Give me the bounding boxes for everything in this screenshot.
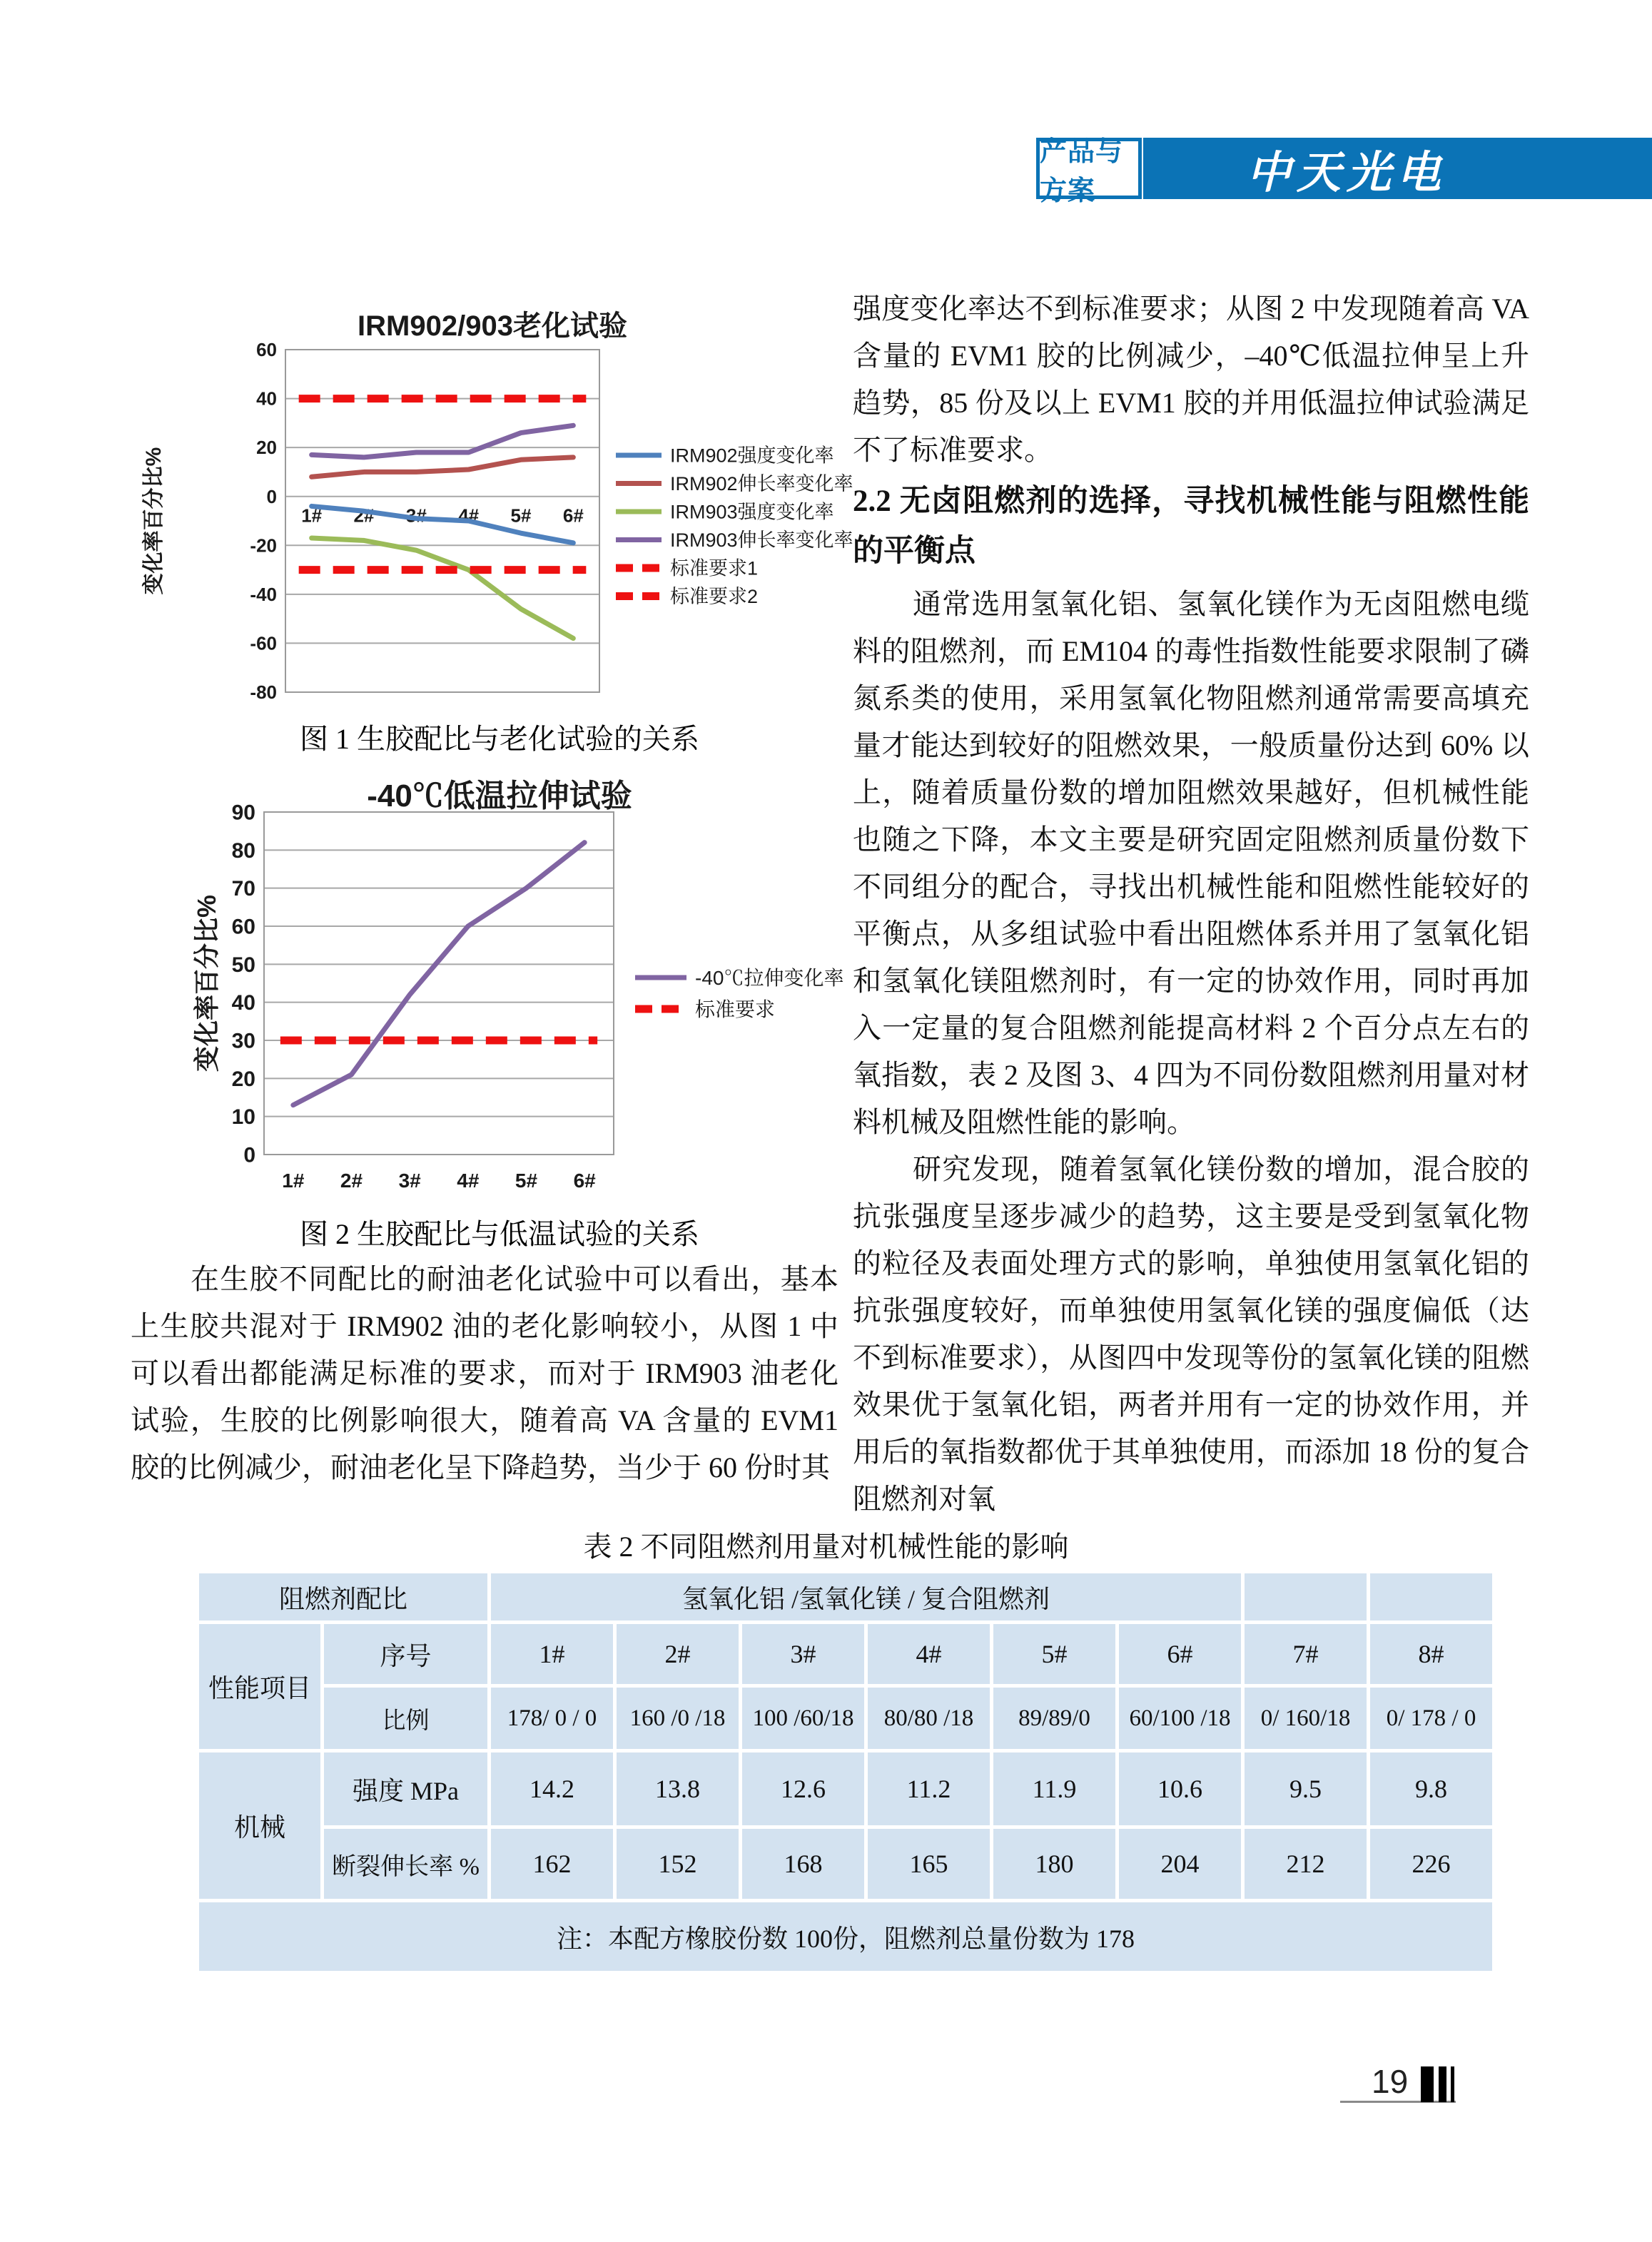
legend-label: IRM902强度变化率 <box>670 445 834 467</box>
table-row-ratio <box>199 1688 1492 1749</box>
x-tick-label: 3# <box>398 1170 421 1192</box>
series-line <box>293 843 584 1105</box>
y-tick-label: 40 <box>231 991 255 1015</box>
x-tick-label: 4# <box>458 504 480 527</box>
y-tick-label: 50 <box>231 953 255 977</box>
elongation-cell: 162 <box>491 1829 613 1899</box>
elongation-cell: 168 <box>742 1829 864 1899</box>
elongation-cell: 152 <box>617 1829 739 1899</box>
elongation-cell: 180 <box>993 1829 1115 1899</box>
right-column <box>853 285 1529 1523</box>
page-number: 19 <box>1372 2063 1409 2100</box>
chart-title: -40℃低温拉伸试验 <box>367 778 632 813</box>
table-row-elongation <box>199 1829 1492 1899</box>
section-heading-2-2: 2.2 无卤阻燃剂的选择，寻找机械性能与阻燃性能的平衡点 <box>853 485 1529 568</box>
seq-cell: 8# <box>1370 1624 1492 1684</box>
table-row-strength <box>199 1752 1492 1825</box>
brand-bar <box>1143 138 1652 199</box>
y-tick-label: 40 <box>256 387 277 410</box>
y-tick-label: 10 <box>231 1105 255 1130</box>
y-axis-title: 变化率百分比% <box>142 447 166 595</box>
footer-bar-thick <box>1421 2066 1434 2102</box>
elongation-label: 断裂伸长率 % <box>324 1829 487 1899</box>
legend-label: 标准要求 <box>695 998 776 1020</box>
x-tick-label: 5# <box>510 504 532 527</box>
legend-label: IRM903伸长率变化率 <box>670 529 853 551</box>
seq-cell: 4# <box>868 1624 990 1684</box>
x-tick-label: 6# <box>573 1170 596 1192</box>
table-row-note <box>199 1902 1492 1971</box>
table-row-seq <box>199 1624 1492 1684</box>
series-line <box>312 425 574 457</box>
y-tick-label: -40 <box>250 583 277 605</box>
y-tick-label: 90 <box>231 801 255 825</box>
elongation-cell: 226 <box>1370 1829 1492 1899</box>
figure1-aging-chart <box>139 300 860 714</box>
y-tick-label: 0 <box>266 485 277 507</box>
x-tick-label: 5# <box>515 1170 538 1192</box>
x-tick-label: 3# <box>405 504 427 527</box>
strength-label: 强度 MPa <box>324 1752 487 1825</box>
table-note: 注：本配方橡胶份数 100份，阻燃剂总量份数为 178 <box>199 1902 1492 1971</box>
mechanical-label: 机械 <box>199 1752 320 1899</box>
y-tick-label: 0 <box>243 1143 255 1167</box>
strength-cell: 14.2 <box>491 1752 613 1825</box>
seq-cell: 3# <box>742 1624 864 1684</box>
y-tick-label: 20 <box>256 437 277 459</box>
legend-label: IRM902伸长率变化率 <box>670 472 853 494</box>
elongation-cell: 212 <box>1245 1829 1367 1899</box>
figure2-caption: 图 2 生胶配比与低温试验的关系 <box>300 1218 699 1250</box>
seq-cell: 7# <box>1245 1624 1367 1684</box>
strength-cell: 11.9 <box>993 1752 1115 1825</box>
table-row-flame-group <box>199 1573 1492 1620</box>
legend-label: 标准要求1 <box>670 557 759 579</box>
ratio-cell: 60/100 /18 <box>1119 1688 1241 1749</box>
ratio-cell: 89/89/0 <box>993 1688 1115 1749</box>
series-line <box>312 457 574 477</box>
x-tick-label: 2# <box>340 1170 363 1192</box>
elongation-cell: 165 <box>868 1829 990 1899</box>
y-tick-label: 30 <box>231 1029 255 1053</box>
seq-cell: 1# <box>491 1624 613 1684</box>
seq-label: 序号 <box>324 1624 487 1684</box>
series-line <box>312 538 574 639</box>
strength-cell: 10.6 <box>1119 1752 1241 1825</box>
y-tick-label: 70 <box>231 877 255 901</box>
figure2-lowtemp-chart <box>193 769 878 1208</box>
right-paragraph-2: 通常选用氢氧化铝、氢氧化镁作为无卤阻燃电缆料的阻燃剂，而 EM104 的毒性指数性能要求限制了磷氮系类的使用，采用氢氧化物阻燃剂通常需要高填充量才能达到较好的阻燃效果，一般质量份达到 60% 以上，随着质量份数的增加阻燃效果越好，但机械性能也随之下降，本文主要是研究固定阻燃剂质量份数下不同组分的配合，寻找出机械性能和阻燃性能较好的平衡点，从多组试验中看出阻燃体系并用了氢氧化铝和氢氧化镁阻燃剂时，有一定的协效作用，同时再加入一定量的复合阻燃剂能提高材料 2 个百分点左右的氧指数，表 2 及图 3、4 四为不同份数阻燃剂用量对材料机械及阻燃性能的影响。 <box>853 588 1529 1138</box>
x-tick-label: 4# <box>457 1170 480 1192</box>
ratio-cell: 178/ 0 / 0 <box>491 1688 613 1749</box>
legend-label: IRM903强度变化率 <box>670 501 834 523</box>
x-tick-label: 2# <box>353 504 375 527</box>
elongation-cell: 204 <box>1119 1829 1241 1899</box>
ratio-label: 比例 <box>324 1688 487 1749</box>
ratio-cell: 80/80 /18 <box>868 1688 990 1749</box>
seq-cell: 2# <box>617 1624 739 1684</box>
x-tick-label: 6# <box>562 504 584 527</box>
ratio-cell: 0/ 178 / 0 <box>1370 1688 1492 1749</box>
legend-label: 标准要求2 <box>670 585 759 607</box>
legend-label: -40℃拉伸变化率 <box>695 966 844 989</box>
x-tick-label: 1# <box>282 1170 305 1192</box>
strength-cell: 13.8 <box>617 1752 739 1825</box>
empty-cell <box>1370 1573 1492 1620</box>
ratio-cell: 100 /60/18 <box>742 1688 864 1749</box>
strength-cell: 9.8 <box>1370 1752 1492 1825</box>
flame-group-label: 氢氧化铝 /氢氧化镁 / 复合阻燃剂 <box>491 1573 1241 1620</box>
table2-title: 表 2 不同阻燃剂用量对机械性能的影响 <box>583 1531 1069 1563</box>
footer-bar-thin <box>1451 2066 1454 2102</box>
y-tick-label: 60 <box>256 339 277 361</box>
y-axis-title: 变化率百分比% <box>192 894 221 1072</box>
y-tick-label: 80 <box>231 838 255 863</box>
brand-logo: 中天光电 <box>1247 146 1447 198</box>
perf-item-label: 性能项目 <box>199 1624 320 1749</box>
y-tick-label: 60 <box>231 915 255 939</box>
section-badge: 产品与方案 <box>1036 138 1142 199</box>
footer-bar-medium <box>1439 2066 1446 2102</box>
strength-cell: 11.2 <box>868 1752 990 1825</box>
chart-title: IRM902/903老化试验 <box>358 310 627 342</box>
y-tick-label: 20 <box>231 1067 255 1091</box>
flame-ratio-label: 阻燃剂配比 <box>199 1573 487 1620</box>
y-tick-label: -80 <box>250 681 277 704</box>
figure1-caption: 图 1 生胶配比与老化试验的关系 <box>300 723 699 755</box>
ratio-cell: 160 /0 /18 <box>617 1688 739 1749</box>
y-tick-label: -20 <box>250 534 277 557</box>
right-paragraph-3: 研究发现，随着氢氧化镁份数的增加，混合胶的抗张强度呈逐步减少的趋势，这主要是受到氢氧化物的粒径及表面处理方式的影响，单独使用氢氧化铝的抗张强度较好，而单独使用氢氧化镁的强度偏低（达不到标准要求），从图四中发现等份的氢氧化镁的阻燃效果优于氢氧化铝，两者并用有一定的协效作用，并用后的氧指数都优于其单独使用，而添加 18 份的复合阻燃剂对氧 <box>853 1153 1529 1515</box>
ratio-cell: 0/ 160/18 <box>1245 1688 1367 1749</box>
seq-cell: 6# <box>1119 1624 1241 1684</box>
empty-cell <box>1245 1573 1367 1620</box>
seq-cell: 5# <box>993 1624 1115 1684</box>
strength-cell: 12.6 <box>742 1752 864 1825</box>
right-paragraph-1: 强度变化率达不到标准要求；从图 2 中发现随着高 VA 含量的 EVM1 胶的比例减少，–40℃低温拉伸呈上升趋势，85 份及以上 EVM1 胶的并用低温拉伸试验满足不了标准要求。 <box>853 293 1529 466</box>
y-tick-label: -60 <box>250 632 277 654</box>
table2 <box>196 1570 1496 1974</box>
x-tick-label: 1# <box>301 504 323 527</box>
left-column-paragraph: 在生胶不同配比的耐油老化试验中可以看出，基本上生胶共混对于 IRM902 油的老化影响较小，从图 1 中可以看出都能满足标准的要求，而对于 IRM903 油老化试验，生胶的比例影响很大，随着高 VA 含量的 EVM1 胶的比例减少，耐油老化呈下降趋势，当少于 60 份时其 <box>131 1263 838 1483</box>
strength-cell: 9.5 <box>1245 1752 1367 1825</box>
